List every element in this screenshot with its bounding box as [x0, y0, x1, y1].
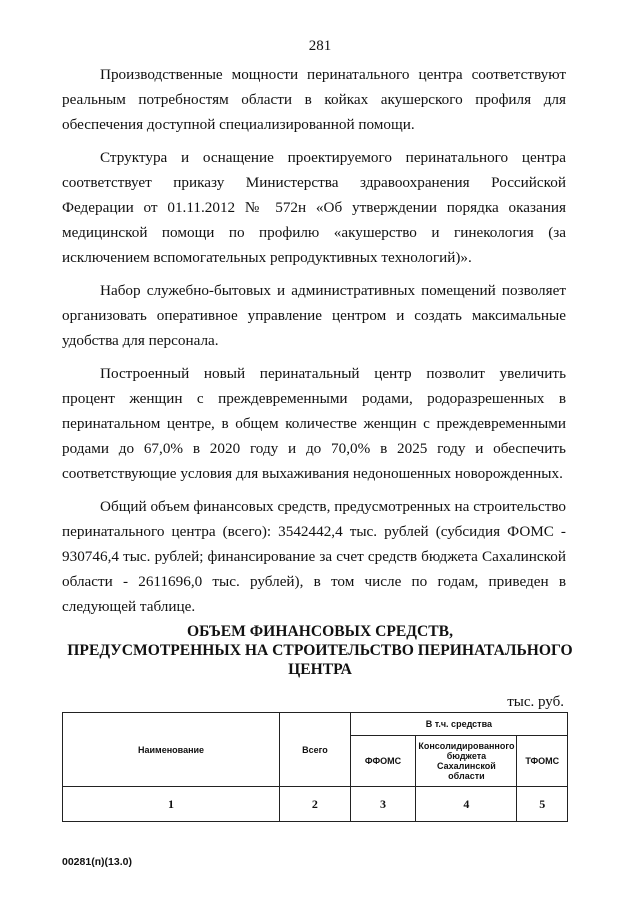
paragraph: Производственные мощности перинатального центра соответствуют реальным потребностям области в койках акушерского профиля для обеспечения доступной специализированной помощи. [62, 66, 566, 133]
header-name: Наименование [63, 713, 280, 787]
financing-table [62, 712, 568, 822]
units-label: тыс. руб. [507, 694, 564, 710]
column-number: 4 [416, 787, 517, 822]
paragraph: Структура и оснащение проектируемого перинатального центра соответствует приказу Министерства здравоохранения Российской Федерации от 01.11.2012 № 572н «Об утверждении порядка оказания медицинской помощи по профилю «акушерство и гинекология (за исключением вспомогательных репродуктивных технологий)». [62, 149, 566, 266]
footer-code: 00281(п)(13.0) [62, 856, 132, 868]
table-header-row [63, 713, 568, 736]
header-tfoms: ТФОМС [517, 736, 568, 787]
column-number: 1 [63, 787, 280, 822]
page-number: 281 [308, 38, 332, 54]
paragraph: Набор служебно-бытовых и административных помещений позволяет организовать оперативное управление центром и создать максимальные удобства для персонала. [62, 282, 566, 349]
body-text [62, 62, 566, 627]
paragraph: Построенный новый перинатальный центр позволит увеличить процент женщин с преждевременными родами, родоразрешенных в перинатальном центре, в общем количестве женщин с преждевременными родами до 67,0% в 2020 году и до 70,0% в 2025 году и обеспечить соответствующие условия для выхаживания недоношенных новорожденных. [62, 365, 566, 482]
column-number: 3 [350, 787, 416, 822]
table-title-line: ОБЪЕМ ФИНАНСОВЫХ СРЕДСТВ, [187, 623, 453, 640]
table-title [40, 622, 600, 679]
column-number: 5 [517, 787, 568, 822]
header-budget: Консолидированного бюджета Сахалинской области [416, 736, 517, 787]
header-total: Всего [280, 713, 351, 787]
column-number-row [63, 787, 568, 822]
paragraph: Общий объем финансовых средств, предусмотренных на строительство перинатального центра (всего): 3542442,4 тыс. рублей (субсидия ФОМС - 930746,4 тыс. рублей; финансирование за счет средств бюджета Сахалинской области - 2611696,0 тыс. рублей), в том числе по годам, приведен в следующей таблице. [62, 498, 566, 615]
header-group: В т.ч. средства [350, 713, 567, 736]
table-title-line: ПРЕДУСМОТРЕННЫХ НА СТРОИТЕЛЬСТВО ПЕРИНАТАЛЬНОГО [67, 642, 573, 659]
header-ffoms: ФФОМС [350, 736, 416, 787]
column-number: 2 [280, 787, 351, 822]
table-title-line: ЦЕНТРА [288, 661, 352, 678]
